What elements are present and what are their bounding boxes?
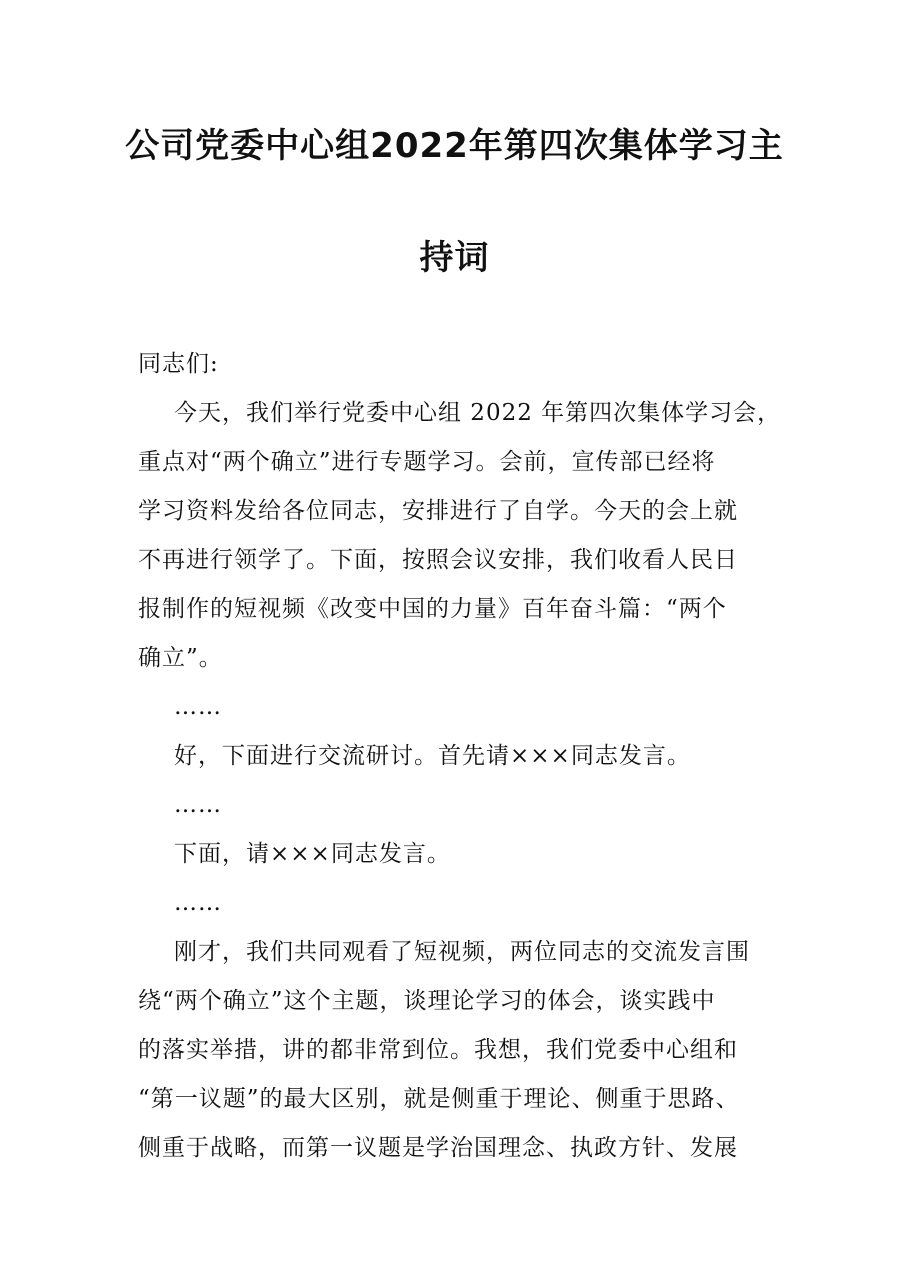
body-line: 重点对“两个确立”进行专题学习。会前，宣传部已经将 xyxy=(138,449,716,475)
body-line: “第一议题”的最大区别，就是侧重于理论、侧重于思路、 xyxy=(138,1086,740,1112)
body-line: 不再进行领学了。下面，按照会议安排，我们收看人民日 xyxy=(138,547,738,573)
body-line: 下面，请×××同志发言。 xyxy=(174,841,451,867)
document-body xyxy=(138,340,782,1173)
body-line: 刚才，我们共同观看了短视频，两位同志的交流发言围 xyxy=(174,939,750,965)
body-line: 今天，我们举行党委中心组 2022 年第四次集体学习会， xyxy=(174,400,782,426)
document-title-line-1: 公司党委中心组2022年第四次集体学习主 xyxy=(125,126,784,166)
body-line: 的落实举措，讲的都非常到位。我想，我们党委中心组和 xyxy=(138,1037,738,1063)
body-line: 报制作的短视频《改变中国的力量》百年奋斗篇：“两个 xyxy=(138,596,727,622)
body-line: …… xyxy=(174,890,222,916)
body-line: 同志们: xyxy=(138,351,219,377)
document-title-line-2: 持词 xyxy=(419,238,490,278)
body-line: 确立”。 xyxy=(138,645,223,671)
body-line: …… xyxy=(174,792,222,818)
body-line: 好，下面进行交流研讨。首先请×××同志发言。 xyxy=(174,743,691,769)
body-line: 学习资料发给各位同志，安排进行了自学。今天的会上就 xyxy=(138,498,738,524)
body-line: 绕“两个确立”这个主题，谈理论学习的体会，谈实践中 xyxy=(138,988,716,1014)
body-line: 侧重于战略，而第一议题是学治国理念、执政方针、发展 xyxy=(138,1135,738,1161)
body-line: …… xyxy=(174,694,222,720)
